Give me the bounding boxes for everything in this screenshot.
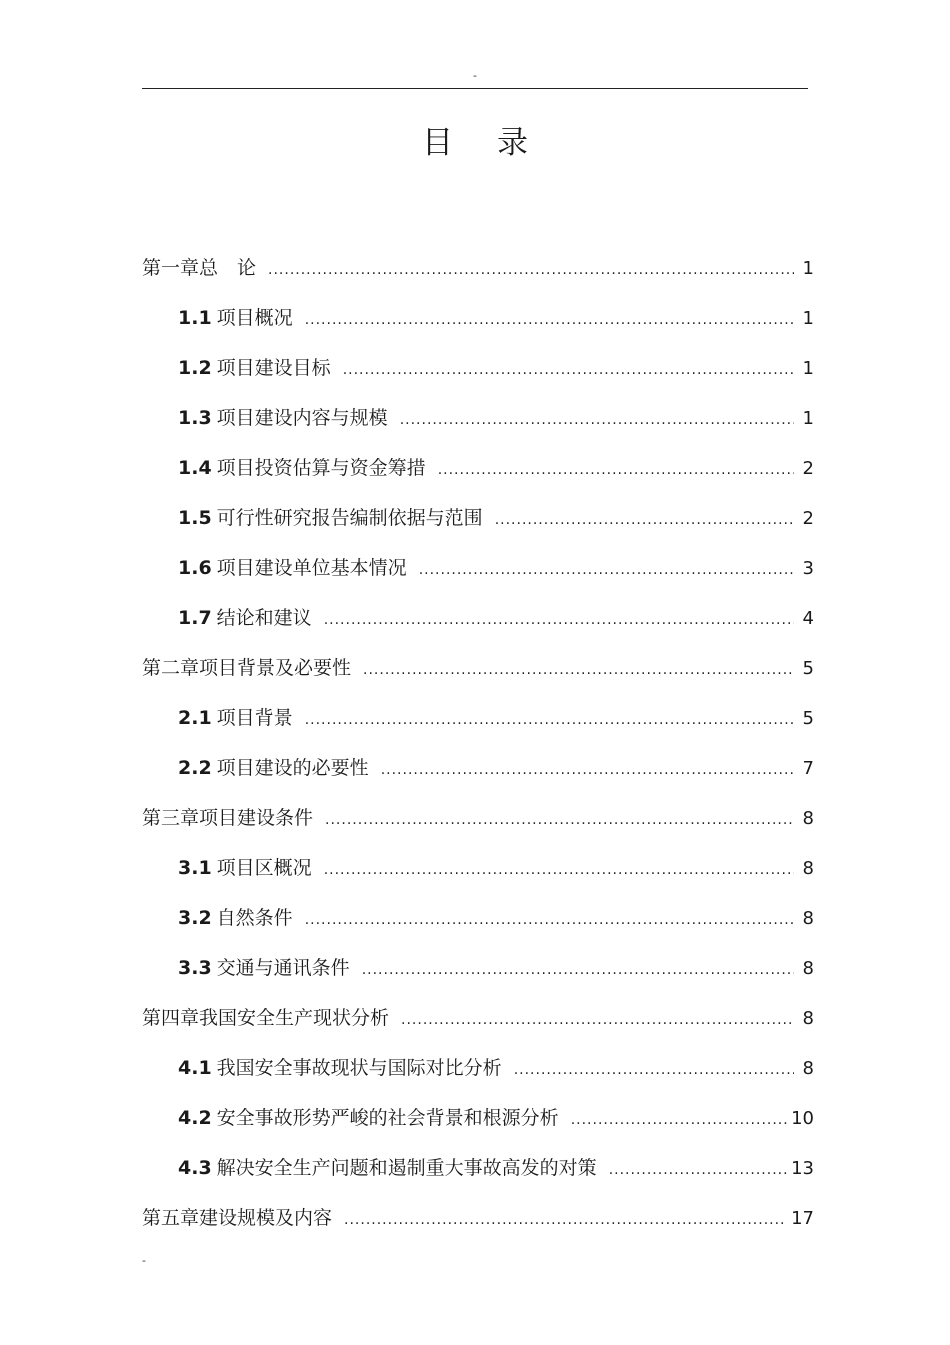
toc-page-number: 8	[802, 808, 814, 829]
toc-section-entry[interactable]	[178, 753, 814, 783]
toc-section-number: 4.1	[178, 1057, 212, 1079]
toc-entry-title: 总 论	[199, 257, 257, 279]
toc-entry-title: 项目建设内容与规模	[216, 407, 388, 429]
toc-section-entry[interactable]	[178, 303, 814, 333]
toc-page-number: 13	[791, 1158, 814, 1179]
toc-entry-title: 项目建设目标	[216, 357, 331, 379]
toc-section-entry[interactable]	[178, 953, 814, 983]
toc-entry-title: 项目建设条件	[199, 807, 314, 829]
toc-entry-title: 自然条件	[216, 907, 293, 929]
toc-section-entry[interactable]	[178, 353, 814, 383]
toc-section-entry[interactable]	[178, 553, 814, 583]
toc-page-number: 8	[802, 908, 814, 929]
toc-section-number: 2.1	[178, 707, 212, 729]
toc-entry-title: 我国安全生产现状分析	[199, 1007, 390, 1029]
toc-page-number: 8	[802, 1008, 814, 1029]
toc-chapter-entry[interactable]	[142, 653, 814, 683]
toc-dot-leader	[381, 755, 794, 785]
toc-dot-leader	[305, 905, 794, 935]
toc-section-number: 2.2	[178, 757, 212, 779]
toc-entry-title: 项目区概况	[216, 857, 312, 879]
toc-dot-leader	[495, 505, 794, 535]
toc-entry-title: 建设规模及内容	[199, 1207, 333, 1229]
toc-page-number: 17	[791, 1208, 814, 1229]
toc-chapter-label: 第一章	[142, 257, 200, 279]
toc-dot-leader	[305, 305, 794, 335]
toc-page-number: 1	[802, 308, 814, 329]
toc-page-number: 2	[802, 458, 814, 479]
toc-entry-title: 安全事故形势严峻的社会背景和根源分析	[216, 1107, 559, 1129]
toc-section-number: 1.2	[178, 357, 212, 379]
toc-section-entry[interactable]	[178, 1103, 814, 1133]
toc-section-entry[interactable]	[178, 603, 814, 633]
toc-chapter-entry[interactable]	[142, 1003, 814, 1033]
toc-dot-leader	[514, 1055, 794, 1085]
toc-page-number: 4	[802, 608, 814, 629]
toc-chapter-label: 第二章	[142, 657, 200, 679]
toc-section-number: 1.3	[178, 407, 212, 429]
toc-dot-leader	[344, 1205, 787, 1235]
toc-entry-title: 项目背景及必要性	[199, 657, 352, 679]
toc-section-number: 1.1	[178, 307, 212, 329]
toc-page-number: 8	[802, 1058, 814, 1079]
page-header-mark: -	[473, 69, 477, 82]
toc-dot-leader	[419, 555, 794, 585]
toc-section-number: 4.3	[178, 1157, 212, 1179]
toc-section-number: 3.3	[178, 957, 212, 979]
toc-page-number: 2	[802, 508, 814, 529]
toc-page-number: 8	[802, 858, 814, 879]
toc-chapter-label: 第三章	[142, 807, 200, 829]
toc-dot-leader	[571, 1105, 787, 1135]
toc-entry-title: 项目建设的必要性	[216, 757, 369, 779]
toc-section-entry[interactable]	[178, 403, 814, 433]
toc-page-number: 10	[791, 1108, 814, 1129]
toc-entry-title: 项目建设单位基本情况	[216, 557, 407, 579]
toc-entry-title: 项目背景	[216, 707, 293, 729]
toc-dot-leader	[305, 705, 794, 735]
toc-section-number: 1.4	[178, 457, 212, 479]
toc-section-entry[interactable]	[178, 453, 814, 483]
toc-chapter-label: 第五章	[142, 1207, 200, 1229]
toc-dot-leader	[609, 1155, 787, 1185]
toc-chapter-label: 第四章	[142, 1007, 200, 1029]
toc-dot-leader	[343, 355, 794, 385]
toc-page-number: 1	[802, 358, 814, 379]
toc-page-number: 1	[802, 258, 814, 279]
toc-entry-title: 交通与通讯条件	[216, 957, 350, 979]
toc-page-number: 3	[802, 558, 814, 579]
page-title: 目录	[422, 125, 572, 161]
toc-page-number: 7	[802, 758, 814, 779]
toc-section-entry[interactable]	[178, 1153, 814, 1183]
toc-page-number: 8	[802, 958, 814, 979]
toc-entry-title: 项目投资估算与资金筹措	[216, 457, 426, 479]
toc-section-entry[interactable]	[178, 853, 814, 883]
toc-dot-leader	[438, 455, 794, 485]
toc-section-number: 3.2	[178, 907, 212, 929]
toc-section-entry[interactable]	[178, 903, 814, 933]
toc-page-number: 5	[802, 708, 814, 729]
toc-dot-leader	[362, 955, 794, 985]
toc-chapter-entry[interactable]	[142, 1203, 814, 1233]
toc-section-number: 3.1	[178, 857, 212, 879]
toc-dot-leader	[325, 805, 794, 835]
page-footer-mark: -	[142, 1254, 146, 1267]
toc-entry-title: 我国安全事故现状与国际对比分析	[216, 1057, 502, 1079]
toc-section-entry[interactable]	[178, 1053, 814, 1083]
toc-entry-title: 项目概况	[216, 307, 293, 329]
toc-dot-leader	[268, 255, 794, 285]
toc-section-number: 1.6	[178, 557, 212, 579]
toc-chapter-entry[interactable]	[142, 253, 814, 283]
toc-dot-leader	[401, 1005, 794, 1035]
toc-section-number: 1.5	[178, 507, 212, 529]
toc-chapter-entry[interactable]	[142, 803, 814, 833]
toc-dot-leader	[363, 655, 794, 685]
toc-page-number: 5	[802, 658, 814, 679]
toc-section-number: 4.2	[178, 1107, 212, 1129]
toc-section-entry[interactable]	[178, 703, 814, 733]
toc-section-number: 1.7	[178, 607, 212, 629]
toc-entry-title: 可行性研究报告编制依据与范围	[216, 507, 483, 529]
toc-entry-title: 解决安全生产问题和遏制重大事故高发的对策	[216, 1157, 597, 1179]
toc-entry-title: 结论和建议	[216, 607, 312, 629]
toc-dot-leader	[324, 855, 794, 885]
toc-page-number: 1	[802, 408, 814, 429]
toc-section-entry[interactable]	[178, 503, 814, 533]
toc-dot-leader	[324, 605, 794, 635]
toc-dot-leader	[400, 405, 794, 435]
